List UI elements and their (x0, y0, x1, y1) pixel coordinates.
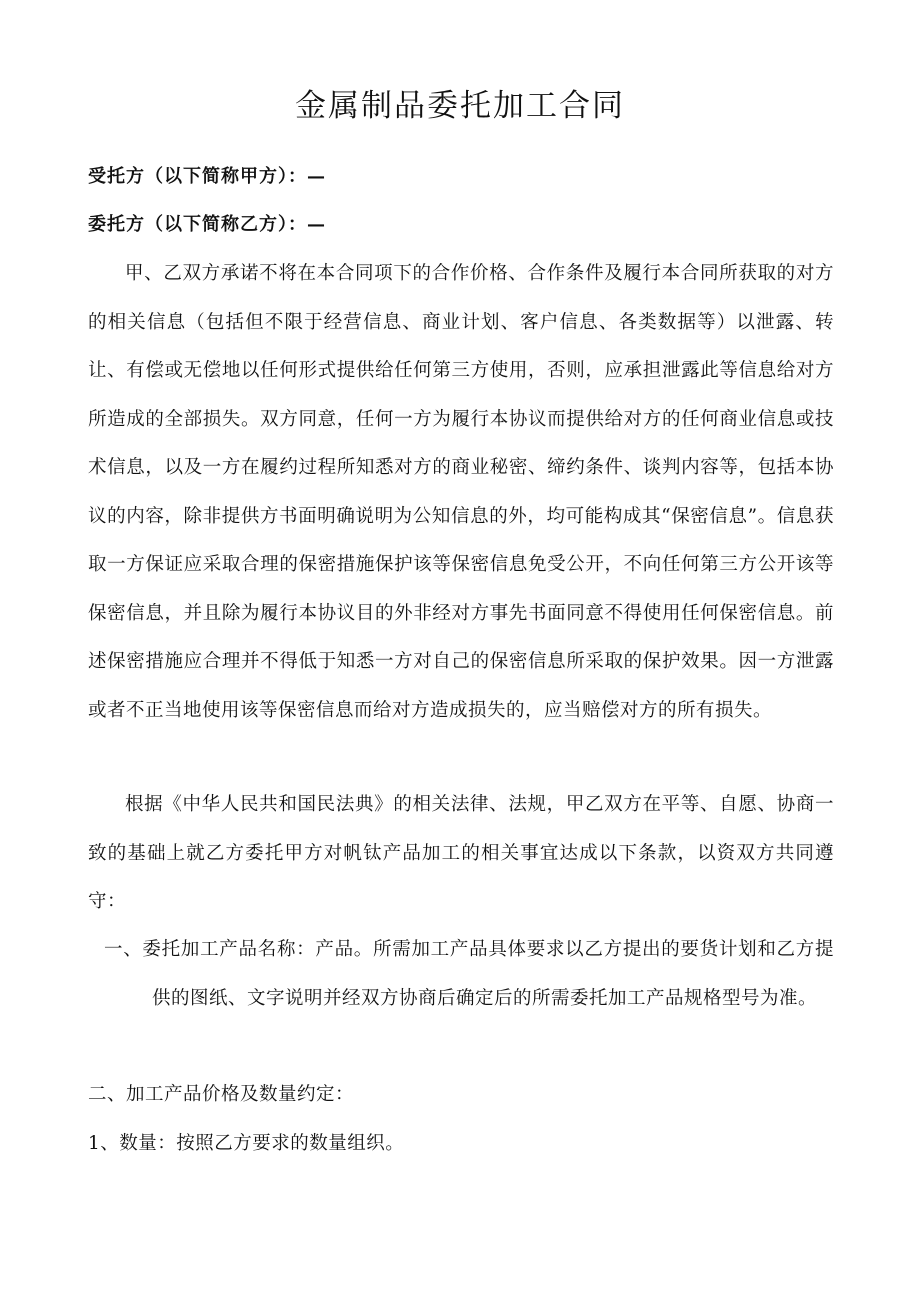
item-one-product-name (104, 926, 834, 1023)
section-two-heading: 二、加工产品价格及数量约定： (88, 1084, 355, 1105)
clause-one-quantity: 1、数量：按照乙方要求的数量组织。 (88, 1133, 405, 1154)
party-b-line: 委托方（以下简称乙方）：— (88, 214, 326, 235)
item-one-text: 一、委托加工产品名称：产品。所需加工产品具体要求以乙方提出的要货计划和乙方提供的图纸、文字说明并经双方协商后确定后的所需委托加工产品规格型号为准。 (104, 939, 834, 1009)
confidentiality-paragraph: 甲、乙双方承诺不将在本合同项下的合作价格、合作条件及履行本合同所获取的对方的相关信息（包括但不限于经营信息、商业计划、客户信息、各类数据等）以泄露、转让、有偿或无偿地以任何形式提供给任何第三方使用，否则，应承担泄露此等信息给对方所造成的全部损失。双方同意，任何一方为履行本协议而提供给对方的任何商业信息或技术信息，以及一方在履约过程所知悉对方的商业秘密、缔约条件、谈判内容等，包括本协议的内容，除非提供方书面明确说明为公知信息的外，均可能构成其“保密信息”。信息获取一方保证应采取合理的保密措施保护该等保密信息免受公开，不向任何第三方公开该等保密信息，并且除为履行本协议目的外非经对方事先书面同意不得使用任何保密信息。前述保密措施应合理并不得低于知悉一方对自己的保密信息所采取的保护效果。因一方泄露或者不正当地使用该等保密信息而给对方造成损失的，应当赔偿对方的所有损失。 (88, 263, 834, 721)
party-a-line: 受托方（以下简称甲方）：— (88, 166, 326, 187)
basis-paragraph: 根据《中华人民共和国民法典》的相关法律、法规，甲乙双方在平等、自愿、协商一致的基础上就乙方委托甲方对帆钛产品加工的相关事宜达成以下条款，以资双方共同遵守： (88, 794, 834, 912)
document-title: 金属制品委托加工合同 (295, 88, 625, 124)
